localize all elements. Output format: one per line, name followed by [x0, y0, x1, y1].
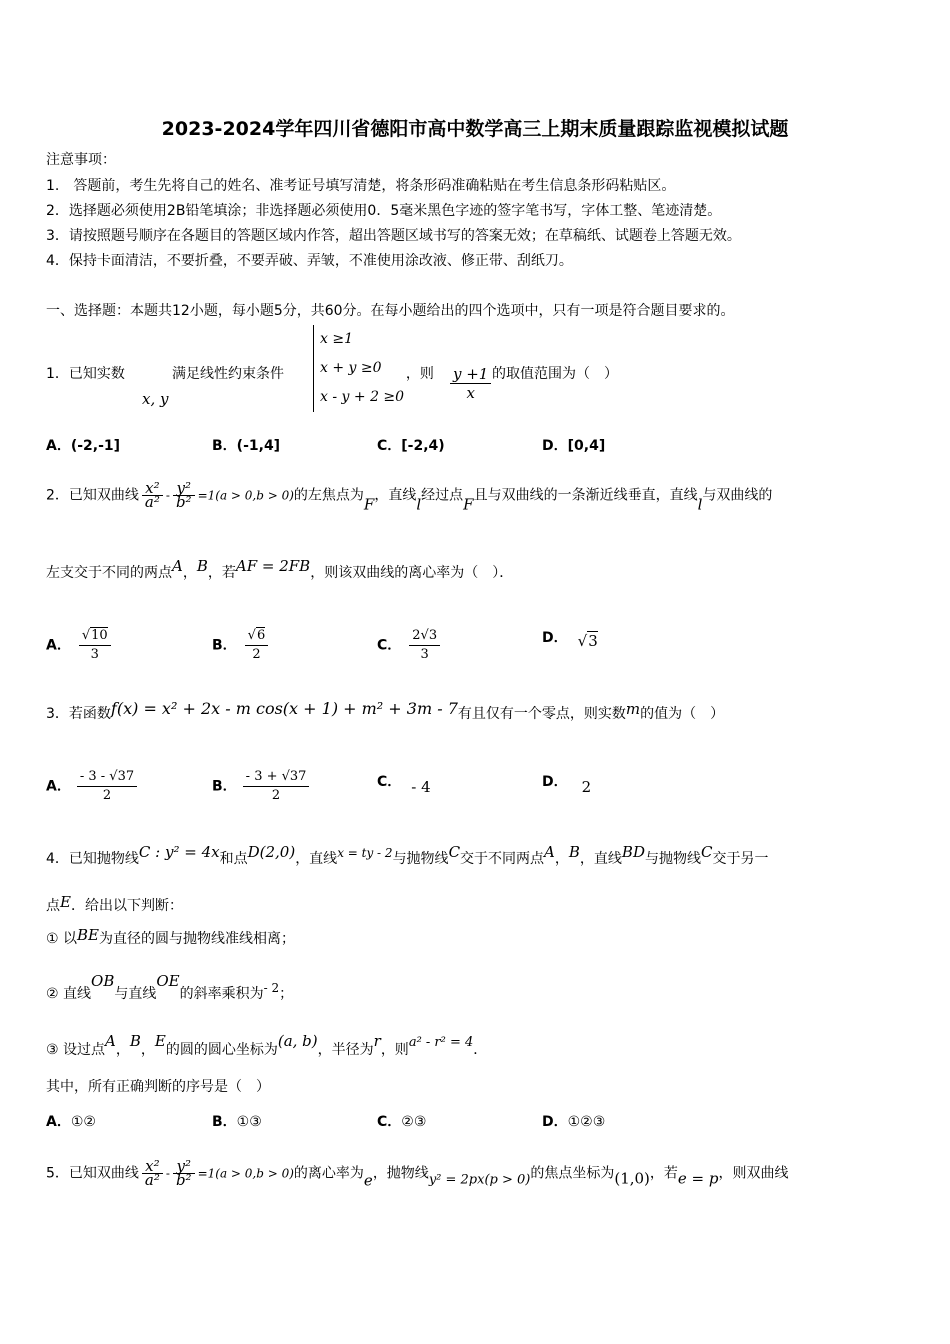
- question-2-line-1: 2．已知双曲线 $\frac{\text{x²}}{\text{a²}}$ - $\frac{\text{y²}}{\text{b²}}$ =1(a > 0,b > 0)的左焦点为F，直线l经过点F且与双曲线的一条渐近线垂直，直线l与双曲线的: [46, 479, 773, 514]
- q2-option-d[interactable]: D． √3: [542, 630, 598, 650]
- q4-option-c[interactable]: C．②③: [377, 1114, 427, 1130]
- q4-option-d[interactable]: D．①②③: [542, 1114, 606, 1130]
- q4-option-b[interactable]: B．①③: [212, 1114, 262, 1130]
- q3-option-c[interactable]: C． - 4: [377, 774, 431, 796]
- q1-vars: x, y: [142, 390, 169, 408]
- question-4-judgment-1: ① 以BE为直径的圆与抛物线准线相离；: [46, 926, 295, 947]
- q2-option-b[interactable]: B． $\frac{√6}{2}$: [212, 627, 271, 664]
- notice-item-3: 3．请按照题号顺序在各题目的答题区域内作答，超出答题区域书写的答案无效；在草稿纸、试题卷上答题无效。: [46, 228, 741, 244]
- q1-constraint-system: [313, 325, 404, 412]
- q3-option-a[interactable]: A． $\frac{- 3 - √37}{2}$: [46, 768, 140, 805]
- question-2-line-2: 左支交于不同的两点A，B，若AF = 2FB，则该双曲线的离心率为（ ）．: [46, 557, 514, 581]
- q2-option-c[interactable]: C． $\frac{2√3}{3}$: [377, 627, 443, 664]
- q5-frac-y: $\frac{\text{y²}}{\text{b²}}$: [173, 1160, 195, 1187]
- q1-text-d: 的取值范围为（ ）: [492, 366, 618, 382]
- question-4-line-1: 4．已知抛物线C : y² = 4x和点D(2,0)，直线x = ty - 2与抛物线C交于不同两点A，B，直线BD与抛物线C交于另一: [46, 843, 769, 867]
- q4-option-a[interactable]: A．①②: [46, 1114, 96, 1130]
- q1-fraction: [450, 365, 491, 402]
- section-heading: 一、选择题：本题共12小题，每小题5分，共60分。在每小题给出的四个选项中，只有一项是符合题目要求的。: [46, 303, 735, 319]
- q1-option-b[interactable]: B．(-1,4]: [212, 438, 281, 454]
- q3-option-b[interactable]: B． $\frac{- 3 + √37}{2}$: [212, 768, 312, 805]
- notice-item-4: 4．保持卡面清洁，不要折叠，不要弄破、弄皱，不准使用涂改液、修正带、刮纸刀。: [46, 253, 573, 269]
- question-4-judgment-2: ② 直线OB与直线OE的斜率乘积为- 2；: [46, 972, 294, 1002]
- question-4-line-2: 点E．给出以下判断：: [46, 893, 183, 914]
- notice-item-1: 1. 答题前，考生先将自己的姓名、准考证号填写清楚，将条形码准确粘贴在考生信息条形码粘贴区。: [46, 178, 676, 194]
- q1-option-c[interactable]: C．[-2,4): [377, 438, 445, 454]
- q1-constraint-3: x - y + 2 ≥0: [320, 389, 405, 405]
- question-4-judgment-3: ③ 设过点A，B，E的圆的圆心坐标为(a, b)，半径为r，则a² - r² = 4．: [46, 1032, 488, 1058]
- notice-heading: 注意事项：: [46, 152, 116, 168]
- q1-fraction-den: x: [466, 384, 475, 402]
- q1-text-a: 1．已知实数: [46, 366, 125, 382]
- q1-constraint-2: x + y ≥0: [320, 360, 382, 376]
- q1-option-a[interactable]: A．(-2,-1]: [46, 438, 121, 454]
- q5-frac-x: $\frac{\text{x²}}{\text{a²}}$: [142, 1160, 163, 1187]
- q2-frac-y: $\frac{\text{y²}}{\text{b²}}$: [173, 482, 195, 509]
- q1-constraint-1: x ≥1: [320, 331, 353, 347]
- notice-item-2: 2．选择题必须使用2B铅笔填涂；非选择题必须使用0．5毫米黑色字迹的签字笔书写，字体工整、笔迹清楚。: [46, 203, 722, 219]
- q2-frac-x: $\frac{\text{x²}}{\text{a²}}$: [142, 482, 163, 509]
- q1-text-b: 满足线性约束条件: [172, 366, 284, 382]
- question-3: 3．若函数f(x) = x² + 2x - m cos(x + 1) + m² + 3m - 7有且仅有一个零点，则实数m的值为（ ）: [46, 699, 725, 722]
- q3-option-d[interactable]: D． 2: [542, 774, 592, 796]
- q1-fraction-num: y +1: [450, 365, 491, 384]
- q1-option-d[interactable]: D．[0,4]: [542, 438, 606, 454]
- page-title: 2023-2024学年四川省德阳市高中数学高三上期末质量跟踪监视模拟试题: [161, 118, 789, 140]
- question-4-prompt: 其中，所有正确判断的序号是（ ）: [46, 1079, 270, 1095]
- question-5: 5．已知双曲线 $\frac{\text{x²}}{\text{a²}}$ - $\frac{\text{y²}}{\text{b²}}$ =1(a > 0,b > 0)的离心率为e，抛物线y² = 2px(p > 0)的焦点坐标为(1,0)，若e = p，则双曲线: [46, 1157, 789, 1190]
- q1-text-c: ，则: [405, 366, 434, 382]
- q2-option-a[interactable]: A． $\frac{√10}{3}$: [46, 627, 114, 664]
